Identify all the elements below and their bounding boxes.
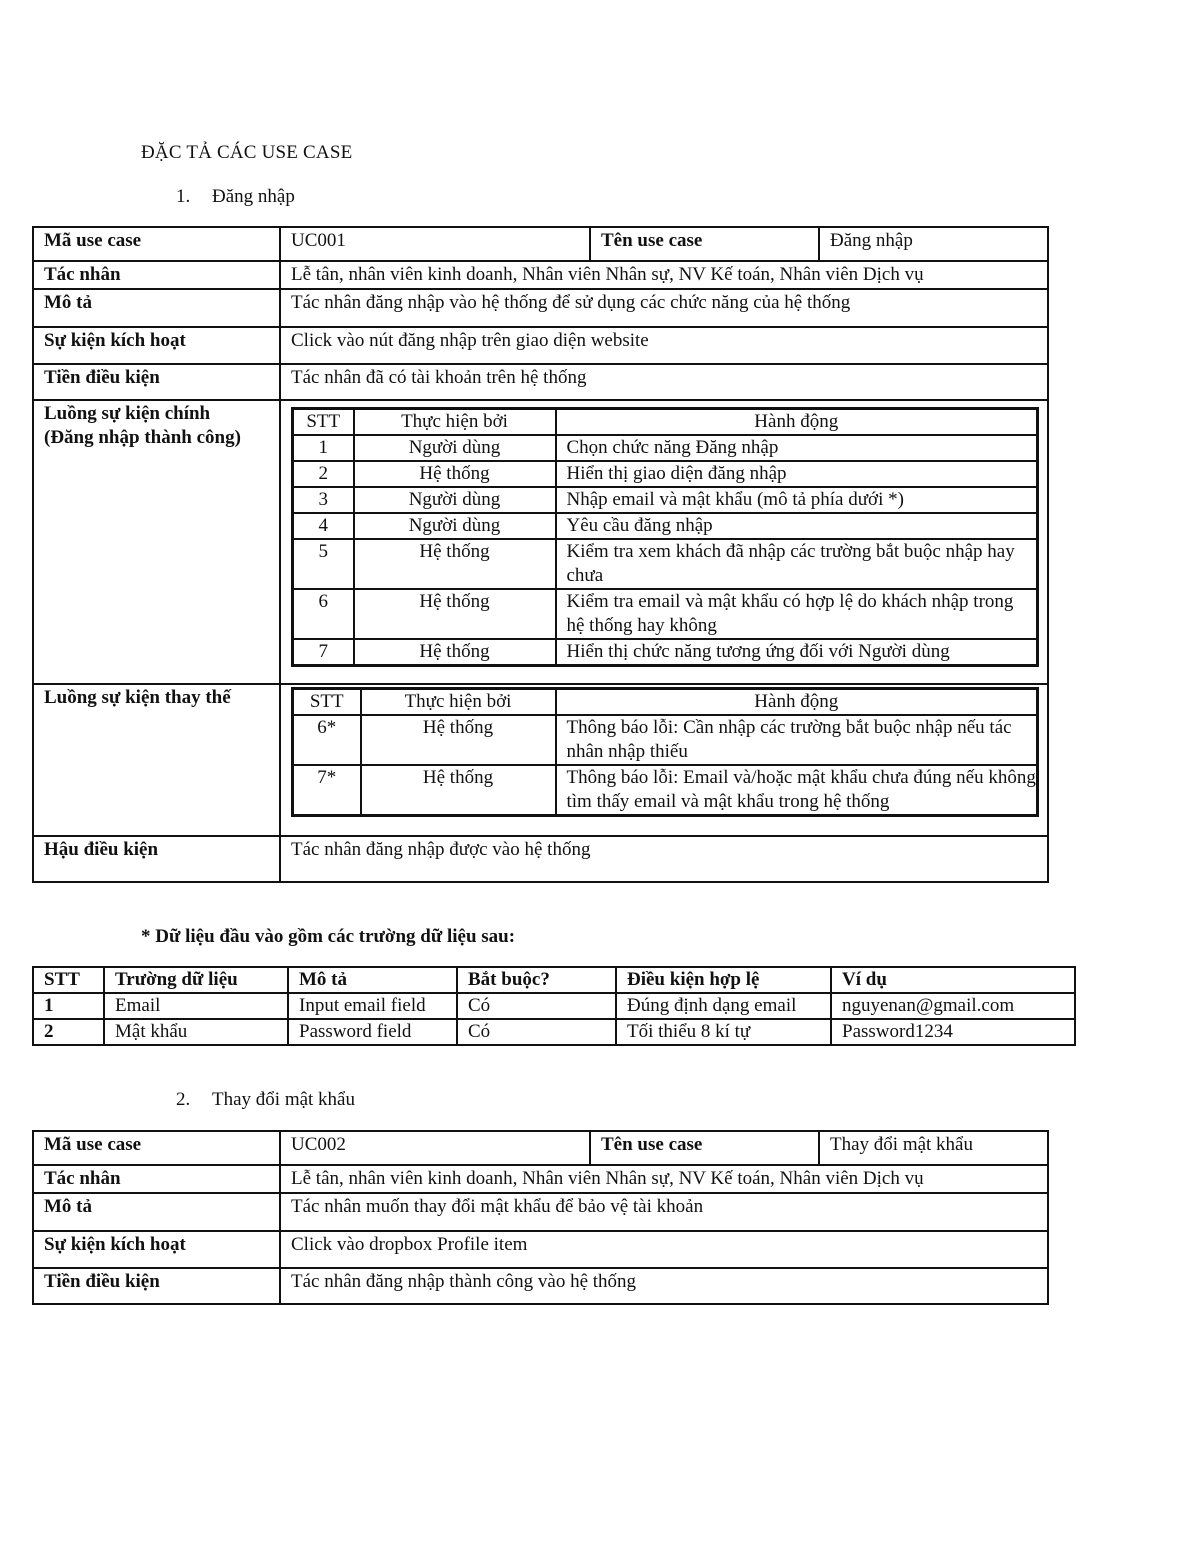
table-row [33, 993, 1075, 1019]
cell-valid-condition: Đúng định dạng email [616, 993, 831, 1019]
trigger-label: Sự kiện kích hoạt [33, 327, 280, 364]
table-row [293, 487, 1038, 513]
step-by: Hệ thống [361, 715, 556, 765]
step-by: Người dùng [354, 487, 556, 513]
main-flow-label [33, 400, 280, 684]
header-valid-condition: Điều kiện hợp lệ [616, 967, 831, 993]
fields-note: * Dữ liệu đầu vào gồm các trường dữ liệu sau: [141, 926, 516, 947]
header-action: Hành động [556, 689, 1038, 716]
cell-stt: 2 [33, 1019, 104, 1045]
step-action: Thông báo lỗi: Email và/hoặc mật khẩu chưa đúng nếu không tìm thấy email và mật khẩu trong hệ thống [556, 765, 1038, 816]
table-row [293, 539, 1038, 589]
table-row [293, 435, 1038, 461]
name-value: Đăng nhập [819, 227, 1048, 261]
step-stt: 2 [293, 461, 354, 487]
precondition-value: Tác nhân đăng nhập thành công vào hệ thống [280, 1268, 1048, 1304]
table-row [293, 589, 1038, 639]
postcondition-value: Tác nhân đăng nhập được vào hệ thống [280, 836, 1048, 882]
header-stt: STT [293, 409, 354, 436]
cell-stt: 1 [33, 993, 104, 1019]
postcondition-label: Hậu điều kiện [33, 836, 280, 882]
main-flow-cell [280, 400, 1048, 684]
alt-flow-cell [280, 684, 1048, 836]
section-heading-2 [176, 1089, 355, 1111]
name-value: Thay đổi mật khẩu [819, 1131, 1048, 1165]
use-case-table-uc001 [32, 226, 1049, 883]
document-title: ĐẶC TẢ CÁC USE CASE [141, 142, 353, 163]
cell-description: Input email field [288, 993, 457, 1019]
table-row [293, 513, 1038, 539]
trigger-value: Click vào dropbox Profile item [280, 1231, 1048, 1268]
step-stt: 7 [293, 639, 354, 666]
step-action: Nhập email và mật khẩu (mô tả phía dưới *) [556, 487, 1038, 513]
header-by: Thực hiện bởi [354, 409, 556, 436]
step-stt: 6 [293, 589, 354, 639]
name-label: Tên use case [590, 1131, 819, 1165]
table-row [293, 461, 1038, 487]
step-action: Hiển thị chức năng tương ứng đối với Người dùng [556, 639, 1038, 666]
header-action: Hành động [556, 409, 1038, 436]
description-value: Tác nhân muốn thay đổi mật khẩu để bảo vệ tài khoản [280, 1193, 1048, 1231]
name-label: Tên use case [590, 227, 819, 261]
actor-value: Lễ tân, nhân viên kinh doanh, Nhân viên Nhân sự, NV Kế toán, Nhân viên Dịch vụ [280, 1165, 1048, 1193]
step-stt: 7* [293, 765, 361, 816]
step-stt: 4 [293, 513, 354, 539]
header-example: Ví dụ [831, 967, 1075, 993]
step-by: Hệ thống [361, 765, 556, 816]
description-label: Mô tả [33, 289, 280, 327]
step-by: Hệ thống [354, 589, 556, 639]
step-by: Hệ thống [354, 539, 556, 589]
header-by: Thực hiện bởi [361, 689, 556, 716]
trigger-value: Click vào nút đăng nhập trên giao diện website [280, 327, 1048, 364]
table-row [293, 715, 1038, 765]
cell-required: Có [457, 1019, 616, 1045]
header-stt: STT [33, 967, 104, 993]
actor-value: Lễ tân, nhân viên kinh doanh, Nhân viên Nhân sự, NV Kế toán, Nhân viên Dịch vụ [280, 261, 1048, 289]
step-action: Kiểm tra email và mật khẩu có hợp lệ do khách nhập trong hệ thống hay không [556, 589, 1038, 639]
actor-label: Tác nhân [33, 1165, 280, 1193]
main-flow-label-line2: (Đăng nhập thành công) [44, 427, 241, 448]
header-description: Mô tả [288, 967, 457, 993]
precondition-label: Tiền điều kiện [33, 1268, 280, 1304]
cell-field: Mật khẩu [104, 1019, 288, 1045]
step-action: Kiểm tra xem khách đã nhập các trường bắt buộc nhập hay chưa [556, 539, 1038, 589]
section-title: Đăng nhập [212, 186, 295, 207]
alt-flow-label: Luồng sự kiện thay thế [33, 684, 280, 836]
code-value: UC001 [280, 227, 590, 261]
cell-required: Có [457, 993, 616, 1019]
use-case-table-uc002 [32, 1130, 1049, 1305]
cell-field: Email [104, 993, 288, 1019]
trigger-label: Sự kiện kích hoạt [33, 1231, 280, 1268]
step-by: Hệ thống [354, 639, 556, 666]
cell-example: nguyenan@gmail.com [831, 993, 1075, 1019]
step-stt: 5 [293, 539, 354, 589]
precondition-label: Tiền điều kiện [33, 364, 280, 400]
header-field: Trường dữ liệu [104, 967, 288, 993]
table-row [293, 765, 1038, 816]
section-heading-1 [176, 186, 295, 208]
step-action: Thông báo lỗi: Cần nhập các trường bắt buộc nhập nếu tác nhân nhập thiếu [556, 715, 1038, 765]
description-value: Tác nhân đăng nhập vào hệ thống để sử dụng các chức năng của hệ thống [280, 289, 1048, 327]
step-by: Người dùng [354, 513, 556, 539]
step-stt: 6* [293, 715, 361, 765]
input-fields-table [32, 966, 1076, 1046]
step-action: Chọn chức năng Đăng nhập [556, 435, 1038, 461]
cell-valid-condition: Tối thiểu 8 kí tự [616, 1019, 831, 1045]
header-stt: STT [293, 689, 361, 716]
step-action: Hiển thị giao diện đăng nhập [556, 461, 1038, 487]
precondition-value: Tác nhân đã có tài khoản trên hệ thống [280, 364, 1048, 400]
cell-example: Password1234 [831, 1019, 1075, 1045]
step-action: Yêu cầu đăng nhập [556, 513, 1038, 539]
alt-flow-table [291, 687, 1039, 817]
main-flow-table [291, 407, 1039, 667]
step-by: Người dùng [354, 435, 556, 461]
header-required: Bắt buộc? [457, 967, 616, 993]
table-row [293, 639, 1038, 666]
actor-label: Tác nhân [33, 261, 280, 289]
section-number: 1. [176, 186, 191, 207]
code-label: Mã use case [33, 1131, 280, 1165]
code-value: UC002 [280, 1131, 590, 1165]
cell-description: Password field [288, 1019, 457, 1045]
table-row [33, 1019, 1075, 1045]
step-stt: 1 [293, 435, 354, 461]
description-label: Mô tả [33, 1193, 280, 1231]
step-by: Hệ thống [354, 461, 556, 487]
section-title: Thay đổi mật khẩu [212, 1089, 355, 1110]
section-number: 2. [176, 1089, 191, 1110]
step-stt: 3 [293, 487, 354, 513]
code-label: Mã use case [33, 227, 280, 261]
main-flow-label-line1: Luồng sự kiện chính [44, 403, 211, 424]
